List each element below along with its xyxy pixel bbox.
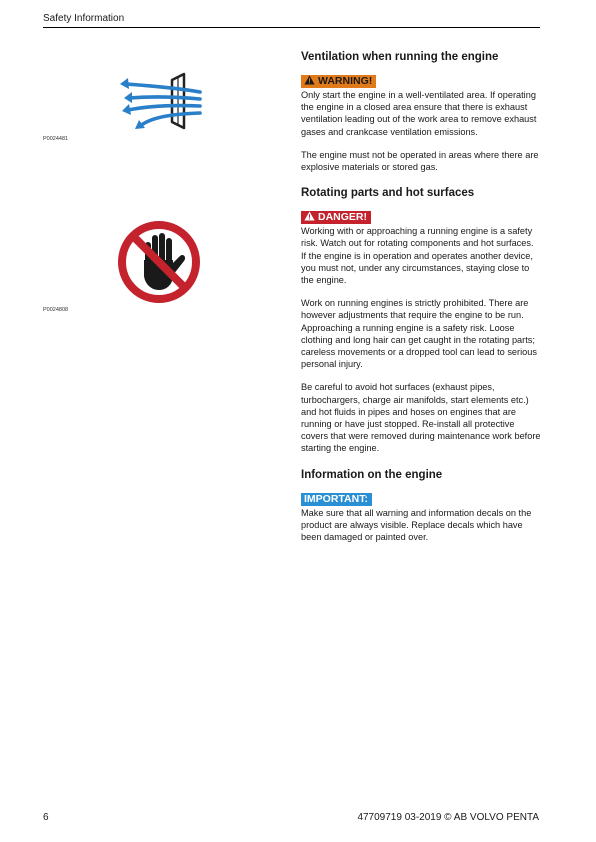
badge-label: WARNING! <box>318 75 373 87</box>
document-id: 47709719 03-2019 © AB VOLVO PENTA <box>357 812 539 823</box>
paragraph: Make sure that all warning and information decals on the product are always visible. Replace decals which have been damaged or painted over. <box>301 507 532 543</box>
paragraph: Only start the engine in a well-ventilated area. If operating the engine in a closed area ensure that there is exhaust ventilation leading out of the work area to remove exhaust gases and crankcase ventilation emissions. <box>301 90 537 137</box>
badge-label: DANGER! <box>318 211 367 224</box>
ventilation-icon <box>118 72 204 130</box>
section-title: Information on the engine <box>301 468 443 481</box>
section-title: Ventilation when running the engine <box>301 51 499 63</box>
paragraph: If the engine is in operation and operates another device, you must not, under any circumstances, staying close to the engine. <box>301 250 533 286</box>
paragraph: Be careful to avoid hot surfaces (exhaust pipes, turbochargers, charge air manifolds, start elements etc.) and hot fluids in pipes and hoses on engines that are running or have just stopped. Re-install all protective covers that were removed during maintenance work before starting the engine. <box>301 382 541 454</box>
danger-badge <box>301 211 371 224</box>
running-header: Safety Information <box>43 13 125 24</box>
warning-triangle-icon <box>304 211 315 221</box>
content-column <box>301 50 543 543</box>
section-title: Rotating parts and hot surfaces <box>301 187 475 200</box>
header-rule <box>43 27 540 28</box>
no-hands-icon <box>117 220 201 304</box>
figure-code: P0024481 <box>43 136 69 142</box>
paragraph: Work on running engines is strictly prohibited. There are however adjustments that require the engine to be run. Approaching a running engine is a safety risk. Loose clothing and long hair can get caught in the rotating parts; careless movements or a dropped tool can lead to serious personal injury. <box>301 298 537 370</box>
badge-label: IMPORTANT: <box>304 492 368 505</box>
warning-badge <box>301 75 376 88</box>
figure-code: P0024808 <box>43 307 69 313</box>
warning-triangle-icon <box>304 75 315 85</box>
paragraph: The engine must not be operated in areas where there are explosive materials or stored gas. <box>301 149 539 173</box>
paragraph: Working with or approaching a running engine is a safety risk. Watch out for rotating components and hot surfaces. <box>301 226 534 249</box>
important-badge <box>301 493 372 506</box>
page-number: 6 <box>43 812 49 823</box>
